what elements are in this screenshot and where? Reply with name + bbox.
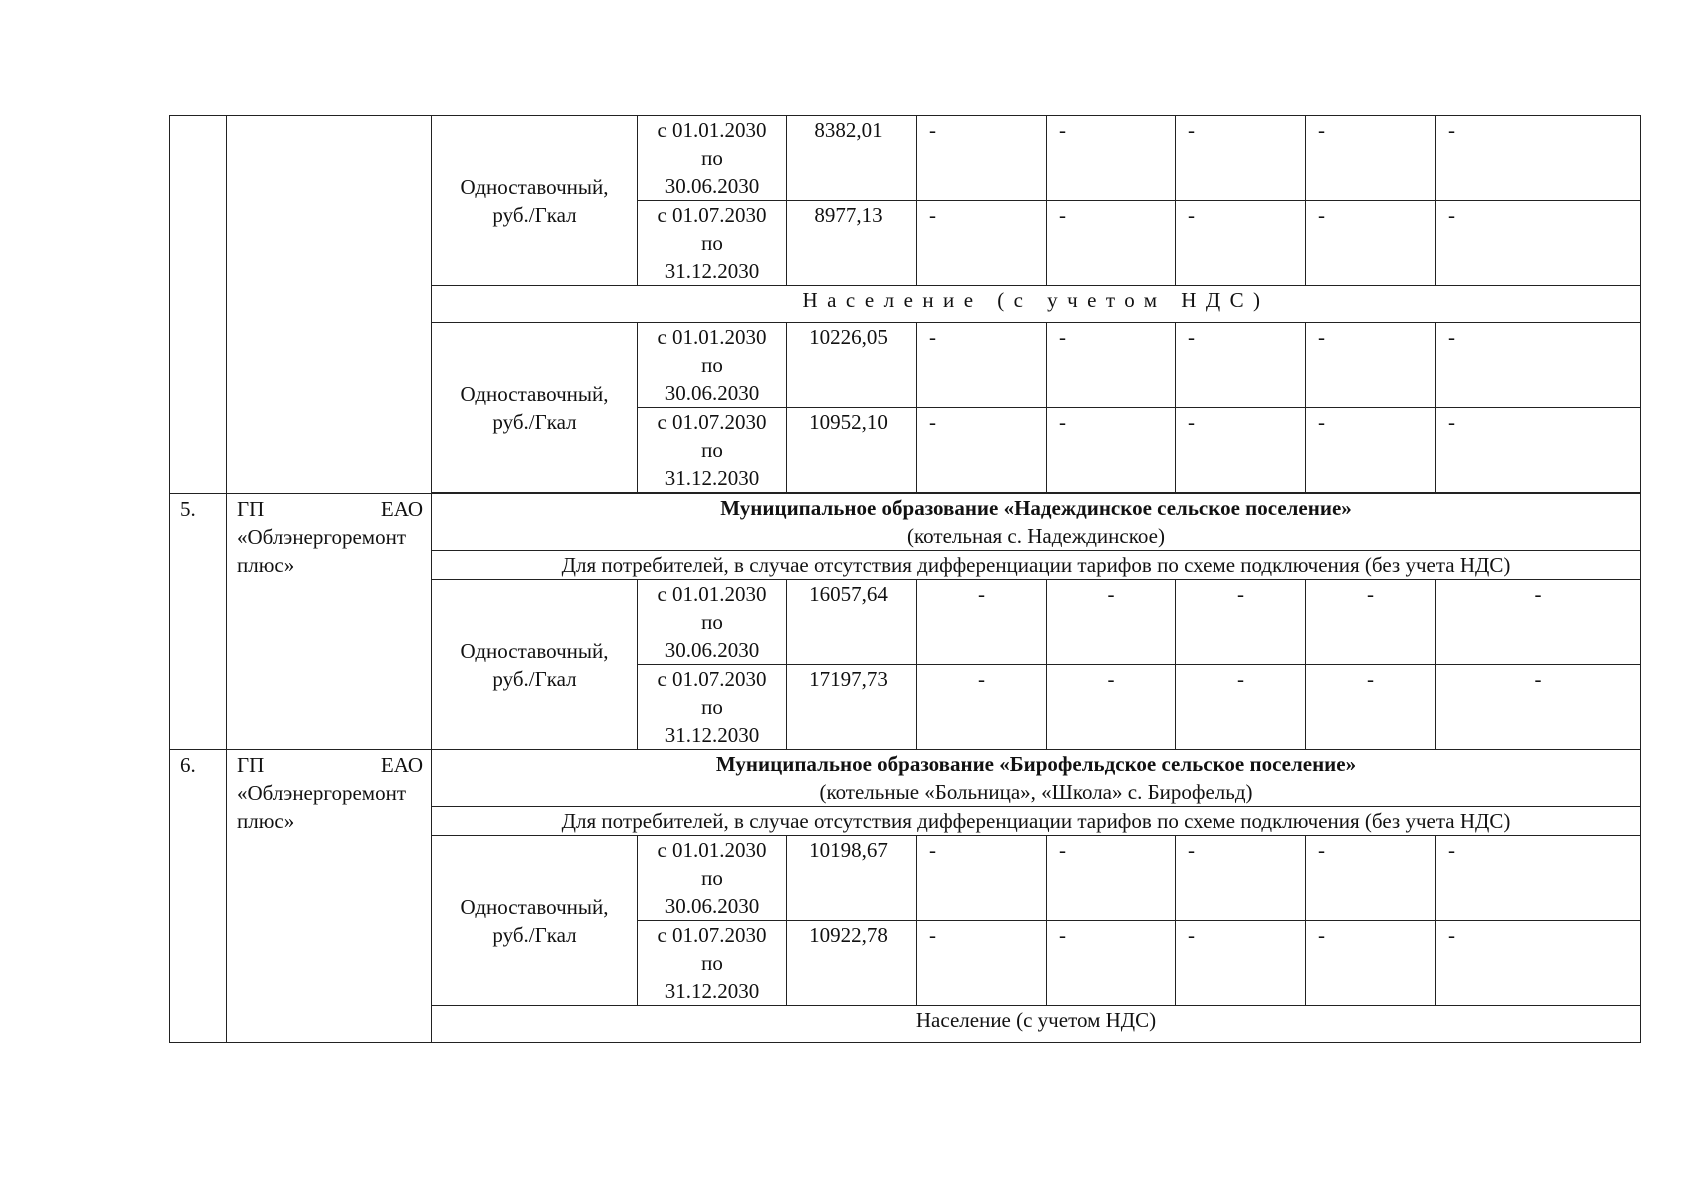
period-cell: с 01.07.2030 по 31.12.2030 xyxy=(638,665,787,750)
empty-value: - xyxy=(1436,116,1641,201)
empty-value: - xyxy=(1436,323,1641,408)
org-name-suffix: плюс» xyxy=(237,553,295,577)
empty-value: - xyxy=(1436,836,1641,921)
org-region: ЕАО xyxy=(380,753,423,777)
tariff-value: 10198,67 xyxy=(787,836,917,921)
empty-value: - xyxy=(1306,408,1436,493)
tariff-type-label: Одноставочный, xyxy=(460,638,609,663)
empty-value: - xyxy=(1176,921,1306,1006)
empty-value: - xyxy=(917,323,1047,408)
empty-value: - xyxy=(917,201,1047,286)
table-row xyxy=(170,750,1641,807)
tariff-value: 8977,13 xyxy=(787,201,917,286)
org-label: ГП xyxy=(237,753,265,777)
empty-value: - xyxy=(917,580,1047,665)
tariff-unit-label: руб./Гкал xyxy=(492,409,577,434)
empty-value: - xyxy=(1306,201,1436,286)
population-header: Население (с учетом НДС) xyxy=(432,286,1641,323)
empty-value: - xyxy=(1047,201,1176,286)
entry-number: 6. xyxy=(170,750,227,1043)
org-name: «Облэнергоремонт xyxy=(237,781,406,805)
tariff-type-cell xyxy=(432,116,638,286)
period-cell: с 01.01.2030 по 30.06.2030 xyxy=(638,116,787,201)
organization-cell xyxy=(227,750,432,1043)
empty-value: - xyxy=(917,836,1047,921)
empty-value: - xyxy=(1047,580,1176,665)
empty-value: - xyxy=(917,408,1047,493)
org-region: ЕАО xyxy=(380,497,423,521)
organization-cell xyxy=(227,494,432,750)
empty-value: - xyxy=(1176,665,1306,750)
tariff-type-cell xyxy=(432,580,638,750)
tariff-type-cell xyxy=(432,836,638,1006)
municipality-title: Муниципальное образование «Бирофельдское сельское поселение» xyxy=(715,752,1357,776)
empty-value: - xyxy=(1436,408,1641,493)
tariff-table xyxy=(169,115,1641,1043)
consumers-header: Для потребителей, в случае отсутствия дифференциации тарифов по схеме подключения (без учета НДС) xyxy=(432,807,1641,836)
empty-value: - xyxy=(1176,323,1306,408)
tariff-unit-label: руб./Гкал xyxy=(492,202,577,227)
empty-value: - xyxy=(1306,116,1436,201)
entry-number: 5. xyxy=(170,494,227,750)
period-cell: с 01.01.2030 по 30.06.2030 xyxy=(638,836,787,921)
empty-value: - xyxy=(1306,836,1436,921)
empty-value: - xyxy=(1306,323,1436,408)
empty-value: - xyxy=(1047,323,1176,408)
tariff-value: 10952,10 xyxy=(787,408,917,493)
empty-value: - xyxy=(1176,836,1306,921)
municipality-header xyxy=(432,494,1641,551)
org-label: ГП xyxy=(237,497,265,521)
period-cell: с 01.01.2030 по 30.06.2030 xyxy=(638,580,787,665)
empty-value: - xyxy=(1047,665,1176,750)
tariff-unit-label: руб./Гкал xyxy=(492,666,577,691)
empty-value: - xyxy=(1047,836,1176,921)
period-cell: с 01.07.2030 по 31.12.2030 xyxy=(638,408,787,493)
empty-value: - xyxy=(1047,408,1176,493)
empty-value: - xyxy=(1436,201,1641,286)
table-row xyxy=(170,116,1641,201)
tariff-value: 10922,78 xyxy=(787,921,917,1006)
empty-value: - xyxy=(1047,921,1176,1006)
tariff-type-label: Одноставочный, xyxy=(460,381,609,406)
empty-value: - xyxy=(917,665,1047,750)
tariff-value: 16057,64 xyxy=(787,580,917,665)
empty-value: - xyxy=(917,921,1047,1006)
empty-value: - xyxy=(1306,921,1436,1006)
municipality-header xyxy=(432,750,1641,807)
tariff-value: 17197,73 xyxy=(787,665,917,750)
tariff-value: 10226,05 xyxy=(787,323,917,408)
boiler-subtitle: (котельные «Больница», «Школа» с. Бирофельд) xyxy=(819,780,1253,804)
consumers-header: Для потребителей, в случае отсутствия дифференциации тарифов по схеме подключения (без учета НДС) xyxy=(432,551,1641,580)
tariff-type-cell xyxy=(432,323,638,493)
org-name-suffix: плюс» xyxy=(237,809,295,833)
tariff-type-label: Одноставочный, xyxy=(460,894,609,919)
tariff-unit-label: руб./Гкал xyxy=(492,922,577,947)
period-cell: с 01.07.2030 по 31.12.2030 xyxy=(638,201,787,286)
municipality-title: Муниципальное образование «Надеждинское сельское поселение» xyxy=(720,496,1352,520)
number-cell xyxy=(170,116,227,494)
empty-value: - xyxy=(1436,580,1641,665)
organization-cell xyxy=(227,116,432,494)
period-cell: с 01.07.2030 по 31.12.2030 xyxy=(638,921,787,1006)
empty-value: - xyxy=(1436,665,1641,750)
empty-value: - xyxy=(1306,580,1436,665)
population-header: Население (с учетом НДС) xyxy=(432,1006,1641,1043)
tariff-type-label: Одноставочный, xyxy=(460,174,609,199)
period-cell: с 01.01.2030 по 30.06.2030 xyxy=(638,323,787,408)
empty-value: - xyxy=(1306,665,1436,750)
empty-value: - xyxy=(1176,580,1306,665)
boiler-subtitle: (котельная с. Надеждинское) xyxy=(907,524,1165,548)
table-row xyxy=(170,494,1641,551)
empty-value: - xyxy=(1436,921,1641,1006)
tariff-value: 8382,01 xyxy=(787,116,917,201)
org-name: «Облэнергоремонт xyxy=(237,525,406,549)
empty-value: - xyxy=(917,116,1047,201)
empty-value: - xyxy=(1047,116,1176,201)
empty-value: - xyxy=(1176,116,1306,201)
empty-value: - xyxy=(1176,201,1306,286)
empty-value: - xyxy=(1176,408,1306,493)
